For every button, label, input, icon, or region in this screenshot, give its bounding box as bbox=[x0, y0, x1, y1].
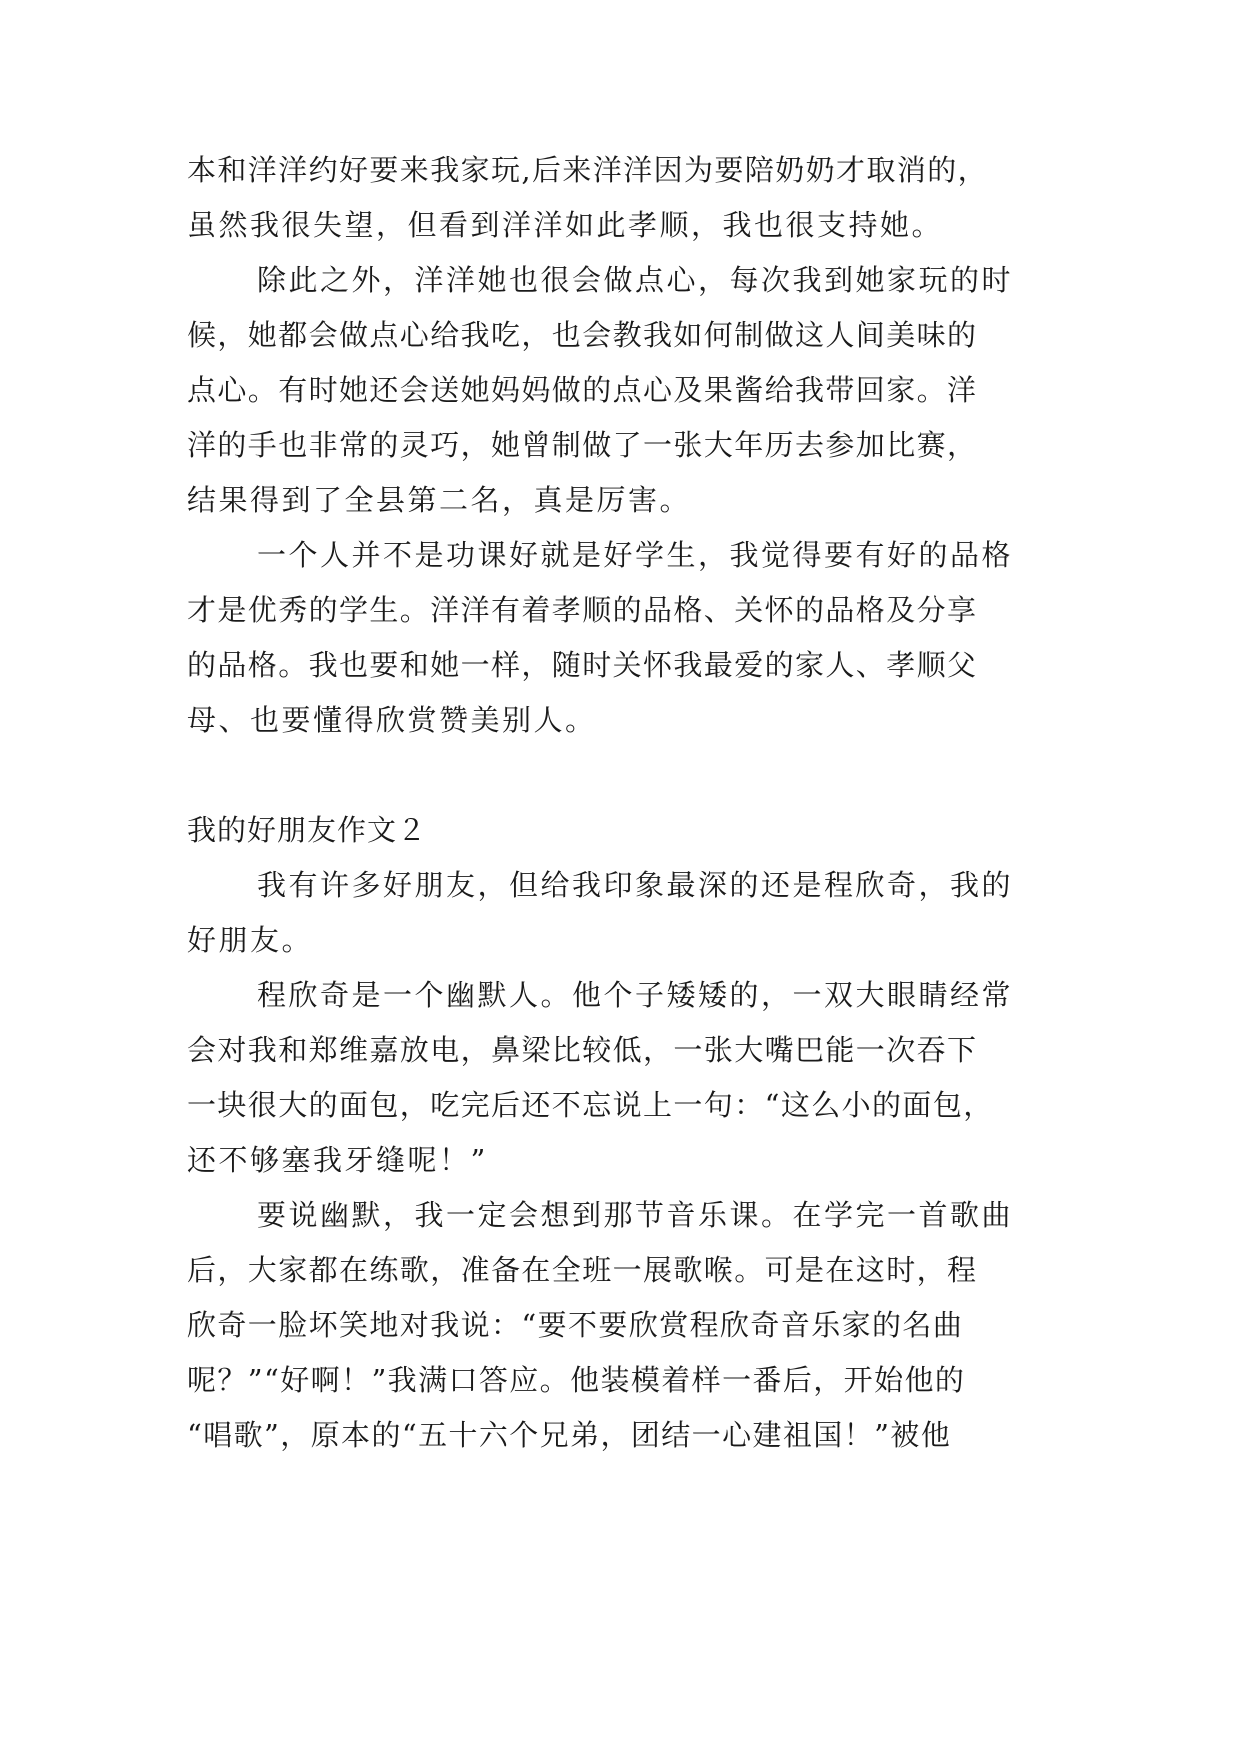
paragraph-6-line-4: 呢？”“好啊！”我满口答应。他装模着样一番后，开始他的 bbox=[187, 1363, 966, 1397]
paragraph-3-line-2: 才是优秀的学生。洋洋有着孝顺的品格、关怀的品格及分享 bbox=[187, 593, 978, 627]
paragraph-6-line-3: 欣奇一脸坏笑地对我说：“要不要欣赏程欣奇音乐家的名曲 bbox=[187, 1308, 964, 1342]
paragraph-1-line-1: 本和洋洋约好要来我家玩,后来洋洋因为要陪奶奶才取消的， bbox=[187, 153, 989, 187]
paragraph-6-line-5: “唱歌”，原本的“五十六个兄弟，团结一心建祖国！”被他 bbox=[187, 1418, 952, 1452]
paragraph-3-line-4: 母、也要懂得欣赏赞美别人。 bbox=[187, 703, 597, 737]
section-heading: 我的好朋友作文２ bbox=[187, 813, 428, 847]
paragraph-5-line-3: 一块很大的面包，吃完后还不忘说上一句：“这么小的面包， bbox=[187, 1088, 994, 1122]
paragraph-2-line-2: 候，她都会做点心给我吃，也会教我如何制做这人间美味的 bbox=[187, 318, 978, 352]
paragraph-5-line-1: 程欣奇是一个幽默人。他个子矮矮的，一双大眼睛经常 bbox=[257, 978, 1014, 1012]
paragraph-5-line-4: 还不够塞我牙缝呢！” bbox=[187, 1143, 488, 1177]
paragraph-3-line-3: 的品格。我也要和她一样，随时关怀我最爱的家人、孝顺父 bbox=[187, 648, 978, 682]
paragraph-6-line-1: 要说幽默，我一定会想到那节音乐课。在学完一首歌曲 bbox=[257, 1198, 1014, 1232]
paragraph-5-line-2: 会对我和郑维嘉放电，鼻梁比较低，一张大嘴巴能一次吞下 bbox=[187, 1033, 978, 1067]
paragraph-6-line-2: 后，大家都在练歌，准备在全班一展歌喉。可是在这时，程 bbox=[187, 1253, 978, 1287]
paragraph-3-line-1: 一个人并不是功课好就是好学生，我觉得要有好的品格 bbox=[257, 538, 1014, 572]
paragraph-2-line-4: 洋的手也非常的灵巧，她曾制做了一张大年历去参加比赛， bbox=[187, 428, 978, 462]
paragraph-1-line-2: 虽然我很失望，但看到洋洋如此孝顺，我也很支持她。 bbox=[187, 208, 944, 242]
paragraph-2-line-3: 点心。有时她还会送她妈妈做的点心及果酱给我带回家。洋 bbox=[187, 373, 978, 407]
paragraph-2-line-5: 结果得到了全县第二名，真是厉害。 bbox=[187, 483, 692, 517]
paragraph-2-line-1: 除此之外，洋洋她也很会做点心，每次我到她家玩的时 bbox=[257, 263, 1014, 297]
paragraph-4-line-1: 我有许多好朋友，但给我印象最深的还是程欣奇，我的 bbox=[257, 868, 1014, 902]
paragraph-4-line-2: 好朋友。 bbox=[187, 923, 314, 957]
